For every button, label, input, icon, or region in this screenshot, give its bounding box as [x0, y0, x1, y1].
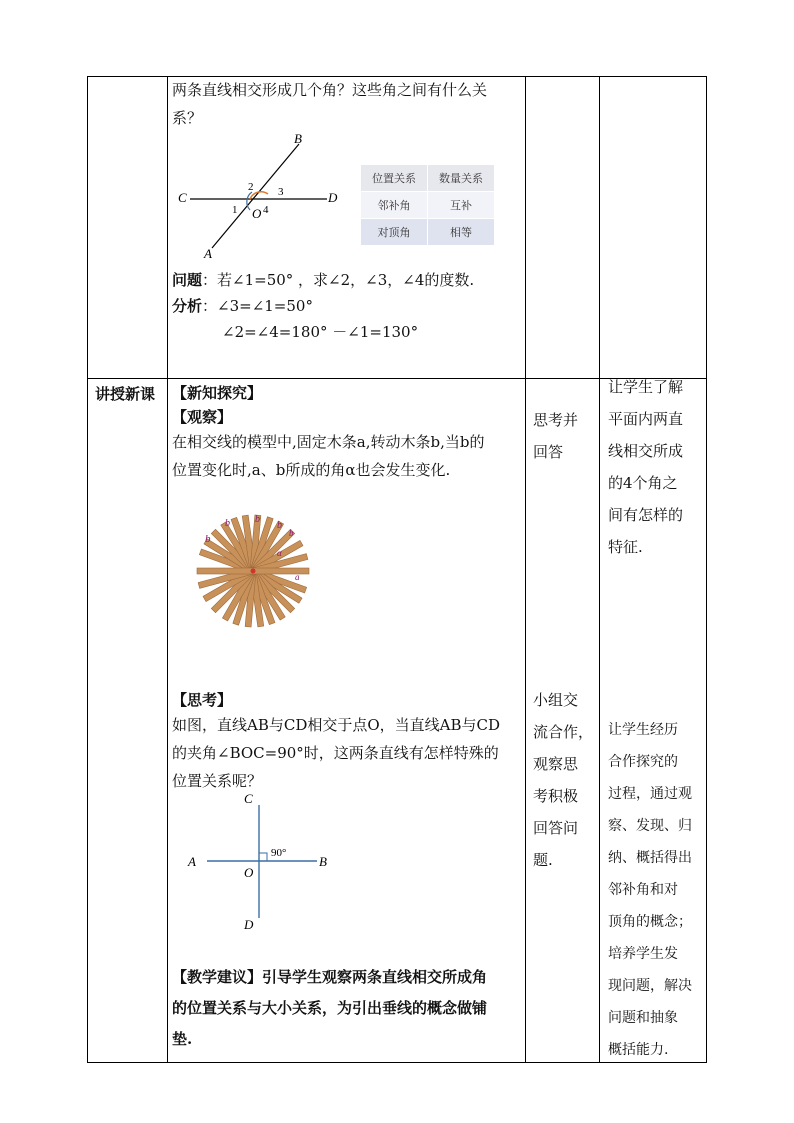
stick-label-b: b: [205, 533, 211, 545]
intent-line: 间有怎样的: [608, 506, 684, 524]
label-c: C: [244, 791, 253, 806]
intent-line: 概括能力.: [608, 1042, 669, 1058]
stick-label-b: b: [255, 514, 260, 525]
section-title: 【新知探究】: [172, 384, 263, 402]
intent-line: 过程，通过观: [608, 786, 692, 802]
intent-line: 培养学生发: [608, 946, 678, 962]
label-angle-4: 4: [263, 204, 269, 216]
think-text: [172, 711, 524, 795]
observe-line-1: 在相交线的模型中,固定木条a,转动木条b,当b的: [172, 433, 485, 451]
activity-line: 回答: [533, 443, 564, 461]
label-o: O: [244, 865, 254, 880]
label-b: B: [294, 131, 302, 146]
label-a: A: [188, 854, 196, 869]
activity-line: 思考并: [533, 411, 579, 429]
student-activity-2: [533, 684, 593, 876]
activity-line: 流合作，: [533, 723, 594, 741]
intent-line: 纳、概括得出: [608, 850, 692, 866]
activity-line: 观察思: [533, 755, 579, 773]
design-intent-1: [608, 371, 683, 563]
label-b: B: [319, 854, 327, 869]
think-line-2: 的夹角∠BOC=90°时，这两条直线有怎样特殊的: [172, 744, 499, 762]
intent-line: 邻补角和对: [608, 882, 678, 898]
problem-line: [172, 266, 522, 294]
question-text: [172, 76, 522, 132]
activity-line: 回答问: [533, 819, 579, 837]
label-c: C: [178, 190, 187, 205]
line-ab: [212, 144, 299, 248]
problem-text: ：若∠1=50° ，求∠2，∠3，∠4的度数.: [202, 271, 475, 289]
analysis-line-2: ∠2=∠4=180° －∠1=130°: [222, 323, 419, 341]
label-90-degrees: 90°: [271, 847, 287, 859]
relation-header-position: 位置关系: [361, 165, 428, 192]
relation-cell: 对顶角: [361, 219, 428, 246]
label-angle-2: 2: [248, 181, 254, 193]
intent-line: 让学生了解: [608, 378, 684, 396]
stick-label-a: a: [295, 572, 300, 582]
label-d: D: [244, 917, 254, 932]
student-activity-1: [533, 404, 578, 468]
intent-line: 线相交所成: [608, 442, 684, 460]
advice-line-1: 引导学生观察两条直线相交所成角: [262, 968, 488, 986]
advice-line-3: 垫.: [172, 1030, 193, 1048]
teaching-advice: [172, 962, 524, 1055]
think-line-3: 位置关系呢？: [172, 772, 263, 790]
activity-line: 小组交: [533, 691, 579, 709]
problem-label: 问题: [172, 271, 203, 289]
intersecting-lines-figure: [172, 130, 352, 260]
intent-line: 合作探究的: [608, 754, 678, 770]
intent-line: 平面内两直: [608, 410, 684, 428]
alpha-label: α: [277, 548, 282, 558]
observe-text: [172, 428, 522, 484]
intent-line: 问题和抽象: [608, 1010, 678, 1026]
relation-table: [360, 164, 495, 246]
label-angle-1: 1: [232, 204, 238, 216]
analysis-text-1: ：∠3=∠1=50°: [202, 297, 313, 315]
intent-line: 察、发现、归: [608, 818, 692, 834]
relation-header-quantity: 数量关系: [428, 165, 495, 192]
label-angle-3: 3: [278, 186, 284, 198]
question-line-1: 两条直线相交形成几个角？这些角之间有什么关: [172, 81, 488, 99]
think-line-1: 如图，直线AB与CD相交于点O，当直线AB与CD: [172, 716, 501, 734]
perpendicular-lines-figure: [180, 790, 340, 935]
col-divider-2: [525, 76, 526, 1063]
stage-label: 讲授新课: [95, 385, 156, 403]
relation-cell: 互补: [428, 192, 495, 219]
intent-line: 让学生经历: [608, 722, 678, 738]
label-a: A: [204, 246, 212, 260]
pivot-point: [251, 569, 256, 574]
label-o: O: [252, 206, 262, 221]
stick-label-b: b: [225, 518, 230, 529]
design-intent-2: [608, 714, 692, 1066]
stick-label-b: b: [277, 520, 282, 531]
intent-line: 顶角的概念；: [608, 914, 692, 930]
think-title: 【思考】: [172, 691, 233, 709]
table-border-right: [706, 76, 707, 1063]
relation-cell: 邻补角: [361, 192, 428, 219]
intent-line: 现问题，解决: [608, 978, 692, 994]
right-angle-mark: [259, 853, 267, 861]
col-divider-3: [599, 76, 600, 1063]
stick-label-b: b: [289, 528, 294, 538]
advice-line-2: 的位置关系与大小关系，为引出垂线的概念做铺: [172, 999, 488, 1017]
question-line-2: 系？: [172, 109, 203, 127]
observe-title: 【观察】: [172, 408, 233, 426]
observe-line-2: 位置变化时,a、b所成的角α也会发生变化.: [172, 461, 451, 479]
table-border-left: [87, 76, 88, 1063]
rotating-sticks-figure: [195, 512, 313, 630]
intent-line: 特征.: [608, 538, 643, 556]
col-divider-1: [167, 76, 168, 1063]
activity-line: 题.: [533, 851, 553, 869]
analysis-line-1: [172, 292, 522, 320]
label-d: D: [328, 190, 338, 205]
analysis-label: 分析: [172, 297, 203, 315]
intent-line: 的4个角之: [608, 474, 678, 492]
relation-cell: 相等: [428, 219, 495, 246]
activity-line: 考积极: [533, 787, 579, 805]
advice-label: 【教学建议】: [172, 968, 263, 986]
